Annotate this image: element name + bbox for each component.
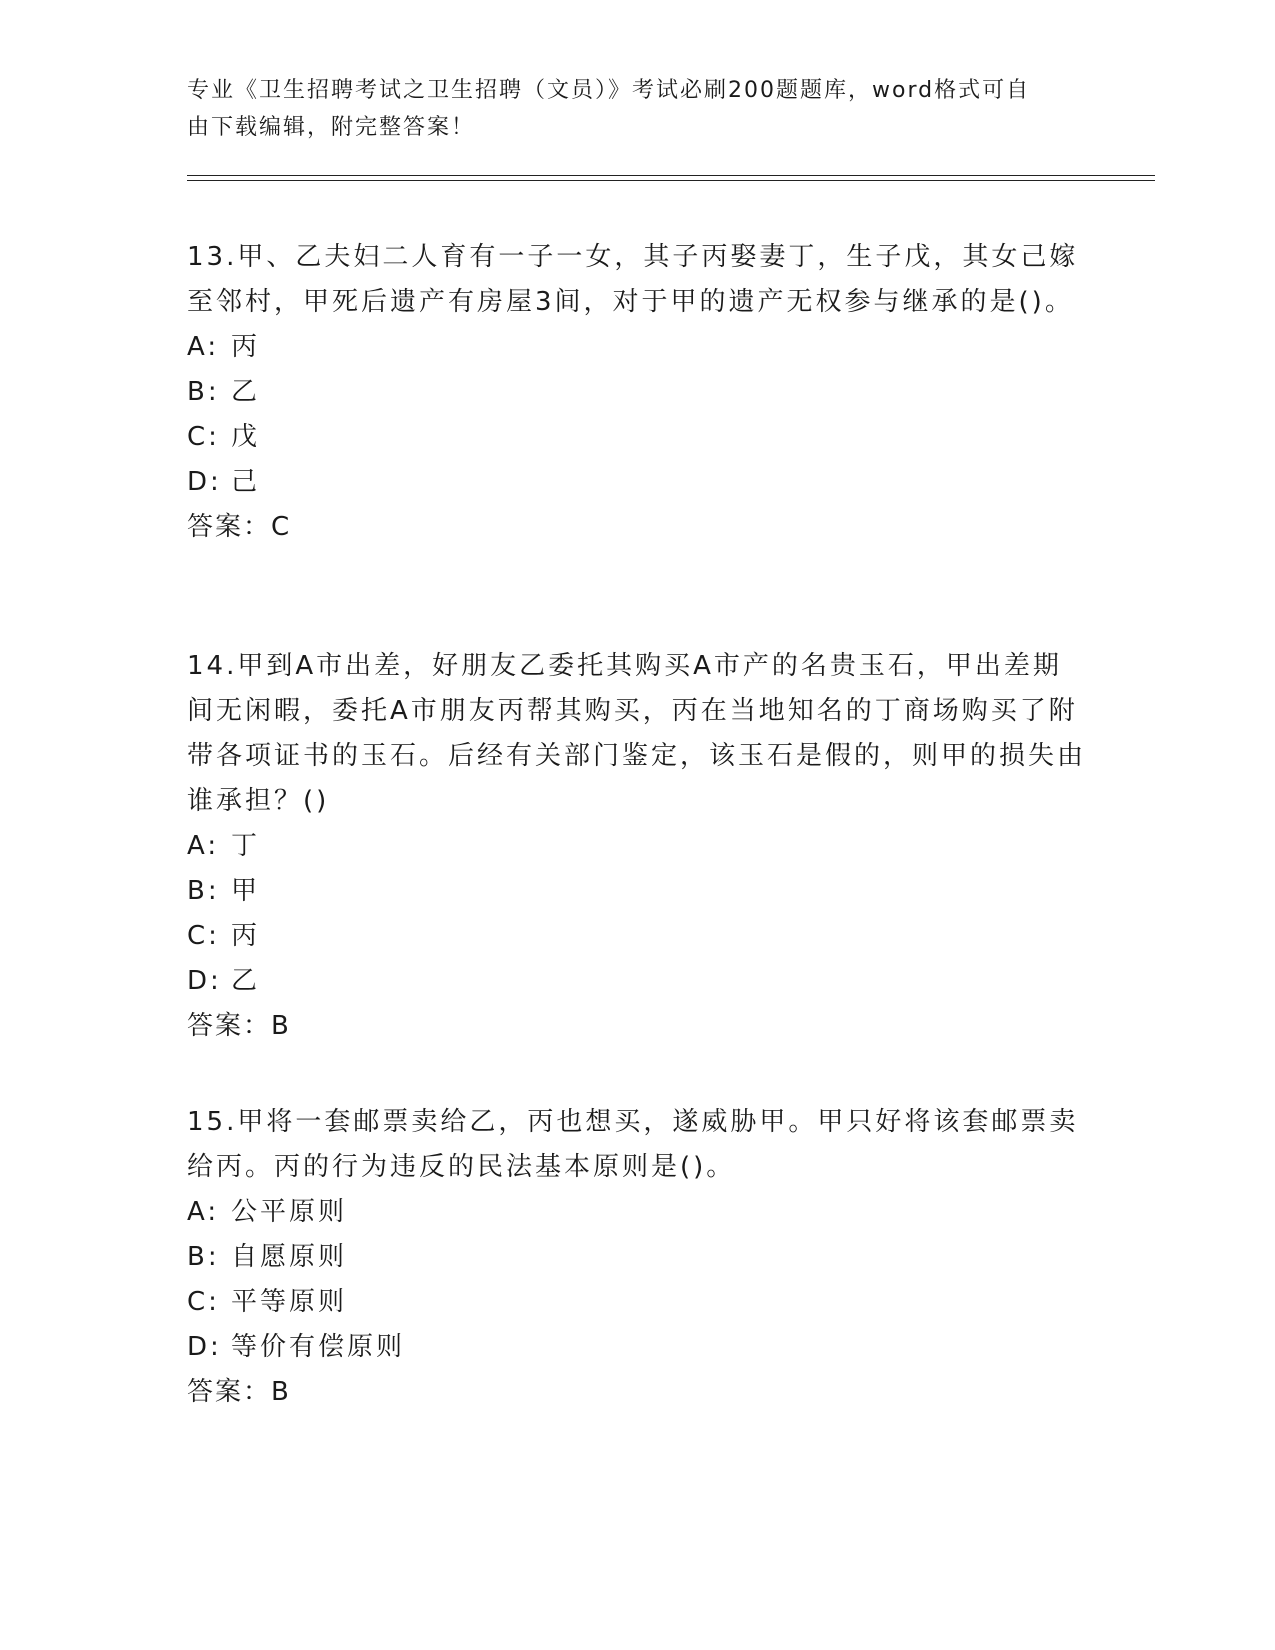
option-key: D: xyxy=(187,1332,222,1362)
option-b xyxy=(187,1235,1087,1280)
option-key: D: xyxy=(187,966,222,996)
question-stem: 14.甲到A市出差，好朋友乙委托其购买A市产的名贵玉石，甲出差期间无闲暇，委托A市朋友丙帮其购买，丙在当地知名的丁商场购买了附带各项证书的玉石。后经有关部门鉴定，该玉石是假的，则甲的损失由谁承担？() xyxy=(187,651,1087,816)
option-text: 公平原则 xyxy=(231,1197,348,1227)
option-key: B: xyxy=(187,377,220,407)
header-line-2: 由下载编辑，附完整答案！ xyxy=(187,115,476,140)
header-line-1: 专业《卫生招聘考试之卫生招聘（文员）》考试必刷200题题库，word格式可自 xyxy=(187,78,1031,103)
option-text: 丙 xyxy=(231,921,261,951)
answer-label: 答案：C xyxy=(187,512,292,542)
option-text: 乙 xyxy=(231,966,261,996)
option-text: 甲 xyxy=(231,876,261,906)
option-key: A: xyxy=(187,332,220,362)
question-stem: 15.甲将一套邮票卖给乙，丙也想买，遂威胁甲。甲只好将该套邮票卖给丙。丙的行为违反的民法基本原则是()。 xyxy=(187,1107,1079,1182)
option-text: 自愿原则 xyxy=(231,1242,348,1272)
option-key: D: xyxy=(187,467,222,497)
question-stem: 13.甲、乙夫妇二人育有一子一女，其子丙娶妻丁，生子戊，其女己嫁至邻村，甲死后遗产有房屋3间，对于甲的遗产无权参与继承的是()。 xyxy=(187,242,1079,317)
header-divider-bottom xyxy=(187,180,1155,181)
option-text: 等价有偿原则 xyxy=(231,1332,406,1362)
option-key: C: xyxy=(187,422,220,452)
option-key: B: xyxy=(187,1242,220,1272)
answer-label: 答案：B xyxy=(187,1377,291,1407)
option-d xyxy=(187,959,1087,1004)
option-c xyxy=(187,1280,1087,1325)
option-c xyxy=(187,914,1087,959)
option-b xyxy=(187,370,1087,415)
question-14 xyxy=(187,644,1087,1049)
option-a xyxy=(187,1190,1087,1235)
option-b xyxy=(187,869,1087,914)
option-text: 平等原则 xyxy=(231,1287,348,1317)
question-13 xyxy=(187,235,1087,550)
answer-label: 答案：B xyxy=(187,1011,291,1041)
option-a xyxy=(187,325,1087,370)
option-text: 丙 xyxy=(231,332,261,362)
option-key: C: xyxy=(187,921,220,951)
option-d xyxy=(187,460,1087,505)
document-header xyxy=(187,72,1087,146)
header-divider-top xyxy=(187,175,1155,176)
option-key: C: xyxy=(187,1287,220,1317)
option-a xyxy=(187,824,1087,869)
option-key: A: xyxy=(187,1197,220,1227)
option-d xyxy=(187,1325,1087,1370)
option-text: 己 xyxy=(231,467,261,497)
option-c xyxy=(187,415,1087,460)
option-text: 乙 xyxy=(231,377,261,407)
option-text: 丁 xyxy=(231,831,261,861)
option-key: B: xyxy=(187,876,220,906)
option-text: 戊 xyxy=(231,422,261,452)
option-key: A: xyxy=(187,831,220,861)
question-15 xyxy=(187,1100,1087,1415)
